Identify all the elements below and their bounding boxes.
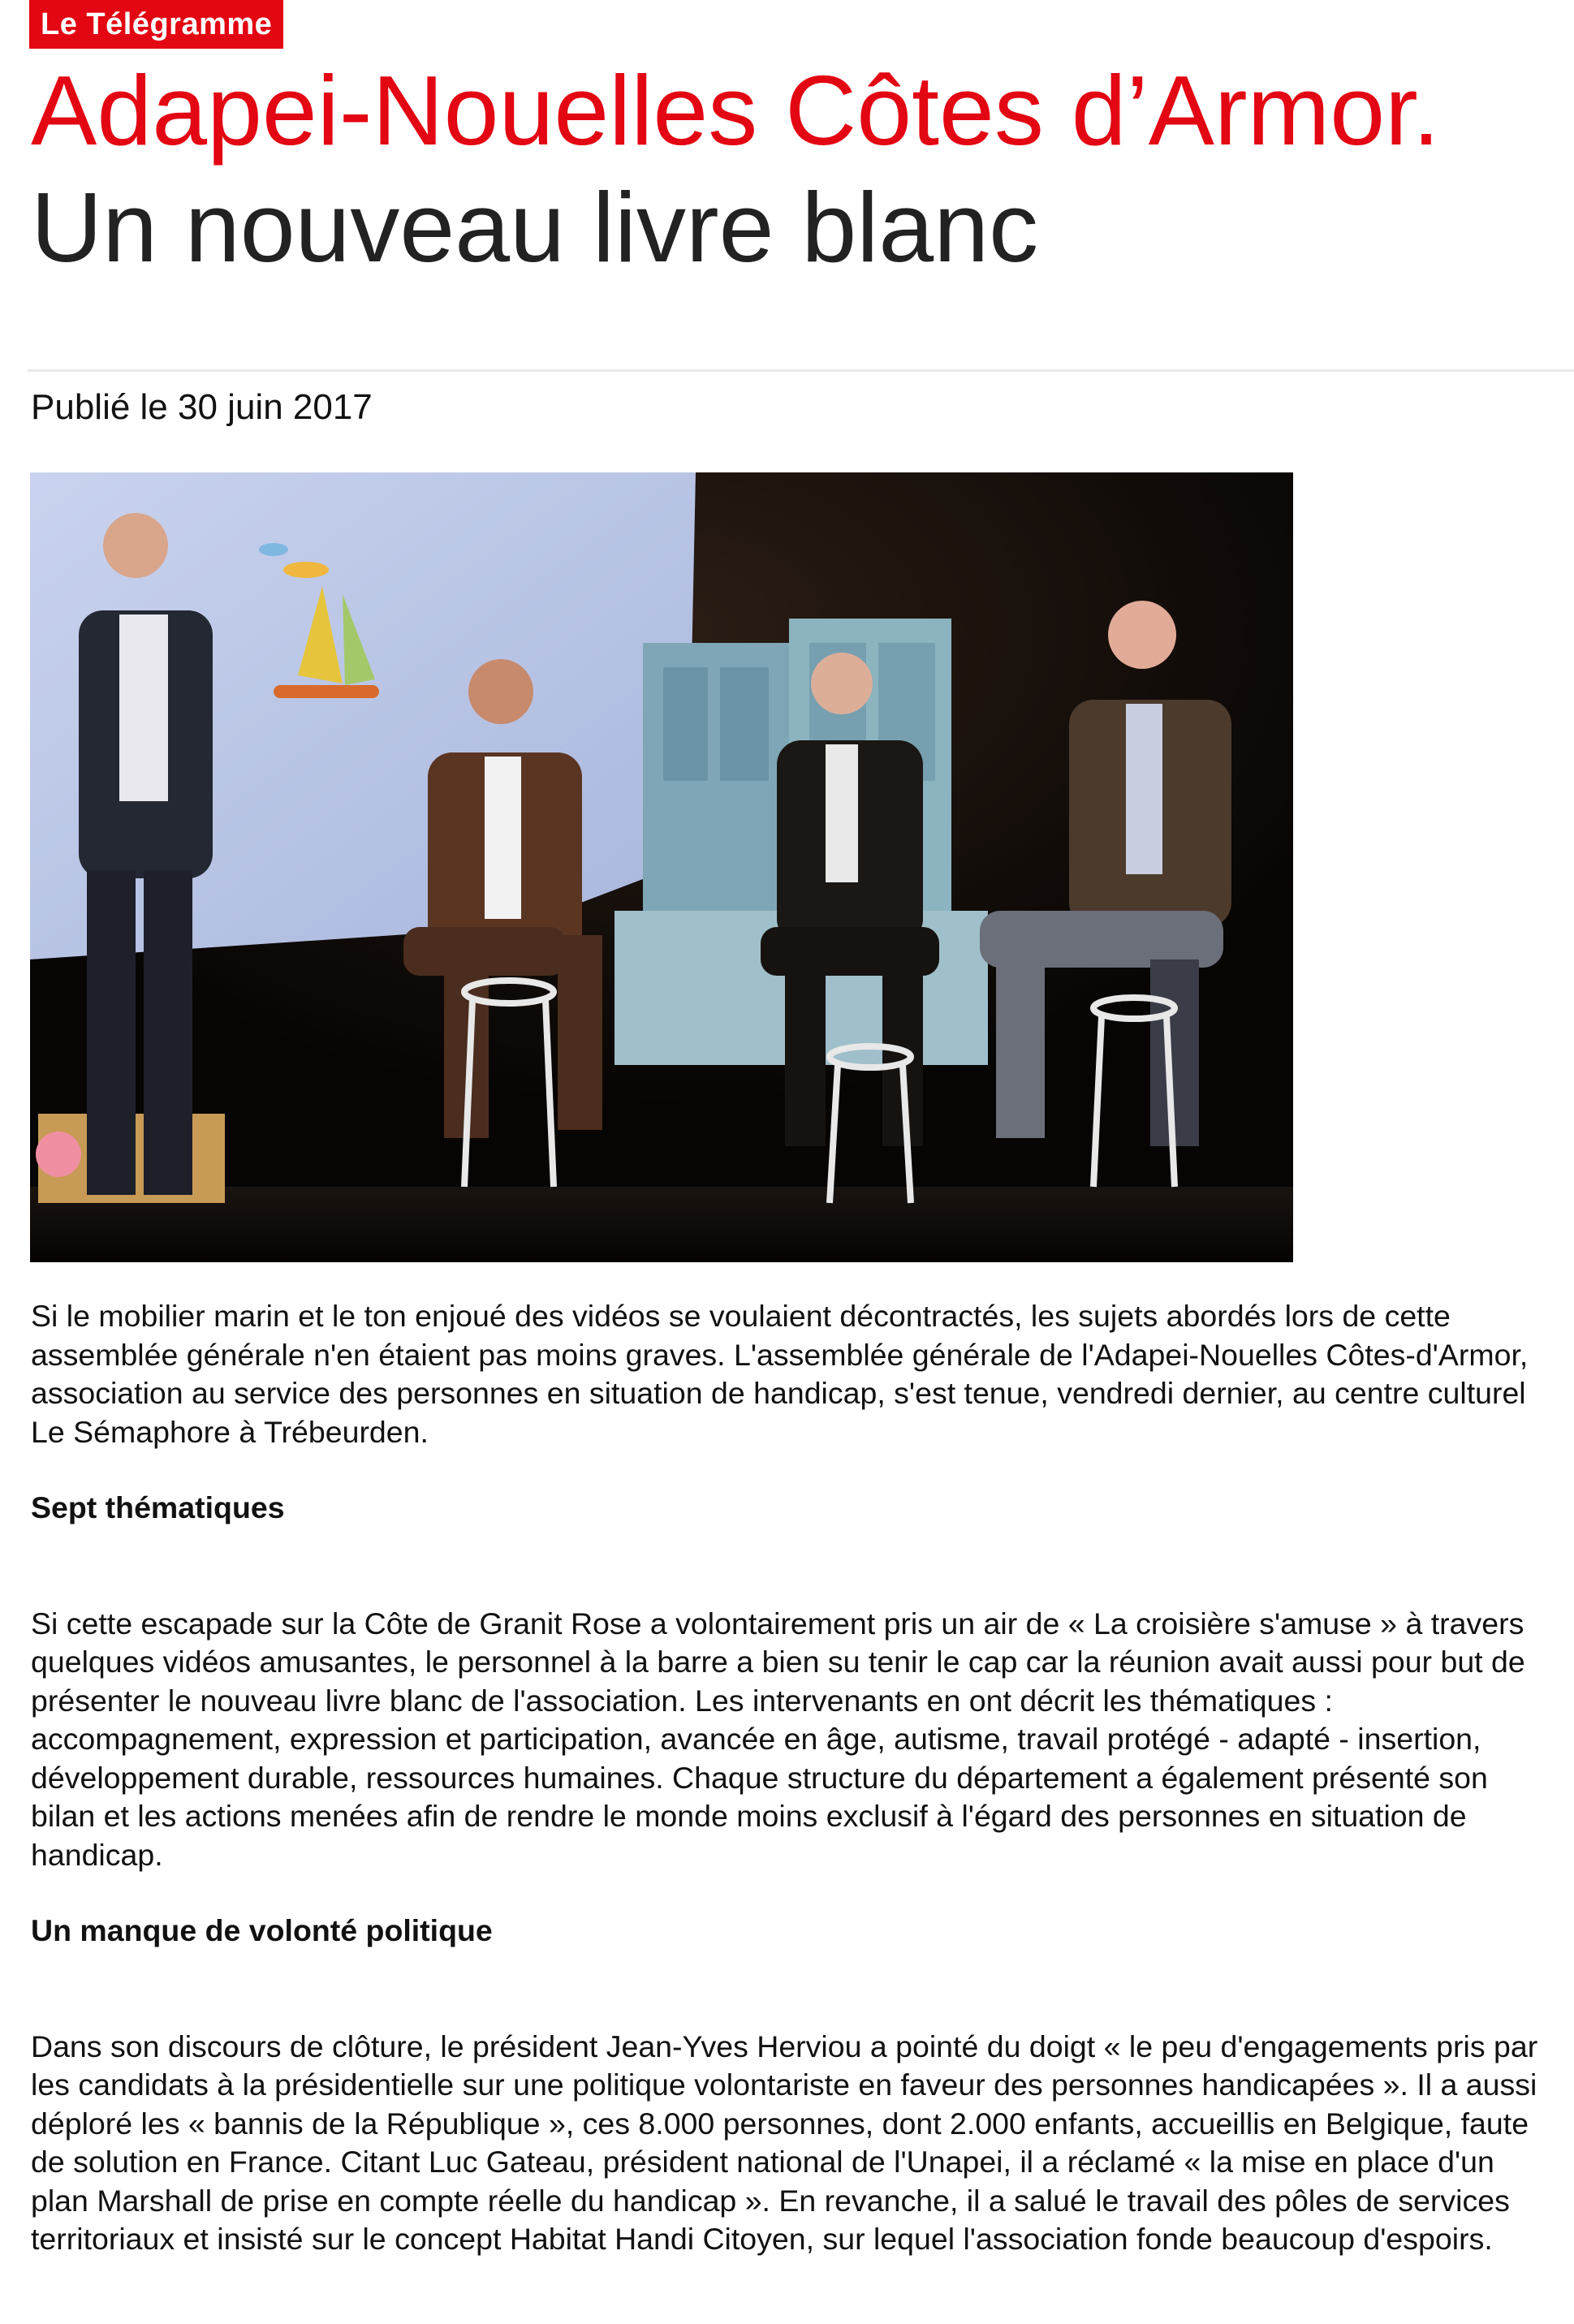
paragraph-cloture: Dans son discours de clôture, le président Jean-Yves Herviou a pointé du doigt « le peu d'engagements pris par les candidats à la présidentielle sur une politique volontariste en faveur des personnes handicapées ». Il a aussi déploré les « bannis de la République », ces 8.000 personnes, dont 2.000 enfants, accueillis en Belgique, faute de solution en France. Citant Luc Gateau, président national de l'Unapei, il a réclamé « la mise en place d'un plan Marshall de prise en compte réelle du handicap ». En revanche, il a salué le travail des pôles de services territoriaux et insisté sur le concept Habitat Handi Citoyen, sur lequel l'association fonde beaucoup d'espoirs. <box>31 2029 1538 2256</box>
article-photo <box>30 472 1293 1262</box>
subheading-sept-thematiques: Sept thématiques <box>31 1490 285 1524</box>
article-title <box>31 52 1440 286</box>
publication-date: Publié le 30 juin 2017 <box>31 387 373 427</box>
stage-photo-icon <box>30 472 1293 1262</box>
paragraph-intro: Si le mobilier marin et le ton enjoué des vidéos se voulaient décontractés, les sujets abordés lors de cette assemblée générale n'en étaient pas moins graves. L'assemblée générale de l'Adapei-Nouelles Côtes-d'Armor, association au service des personnes en situation de handicap, s'est tenue, vendredi dernier, au centre culturel Le Sémaphore à Trébeurden. <box>31 1299 1529 1449</box>
subheading-volonte-politique: Un manque de volonté politique <box>31 1913 493 1947</box>
article-body <box>31 1297 1541 2259</box>
brand-logo[interactable]: Le Télégramme <box>29 0 283 49</box>
title-line-2: Un nouveau livre blanc <box>31 172 1039 282</box>
paragraph-thematiques: Si cette escapade sur la Côte de Granit Rose a volontairement pris un air de « La croisière s'amuse » à travers quelques vidéos amusantes, le personnel à la barre a bien su tenir le cap car la réunion avait aussi pour but de présenter le nouveau livre blanc de l'association. Les intervenants en ont décrit les thématiques : accompagnement, expression et participation, avancée en âge, autisme, travail protégé - adapté - insertion, développement durable, ressources humaines. Chaque structure du département a également présenté son bilan et les actions menées afin de rendre le monde moins exclusif à l'égard des personnes en situation de handicap. <box>31 1606 1525 1872</box>
title-line-1: Adapei-Nouelles Côtes d’Armor. <box>31 55 1440 166</box>
header-divider <box>28 369 1574 372</box>
